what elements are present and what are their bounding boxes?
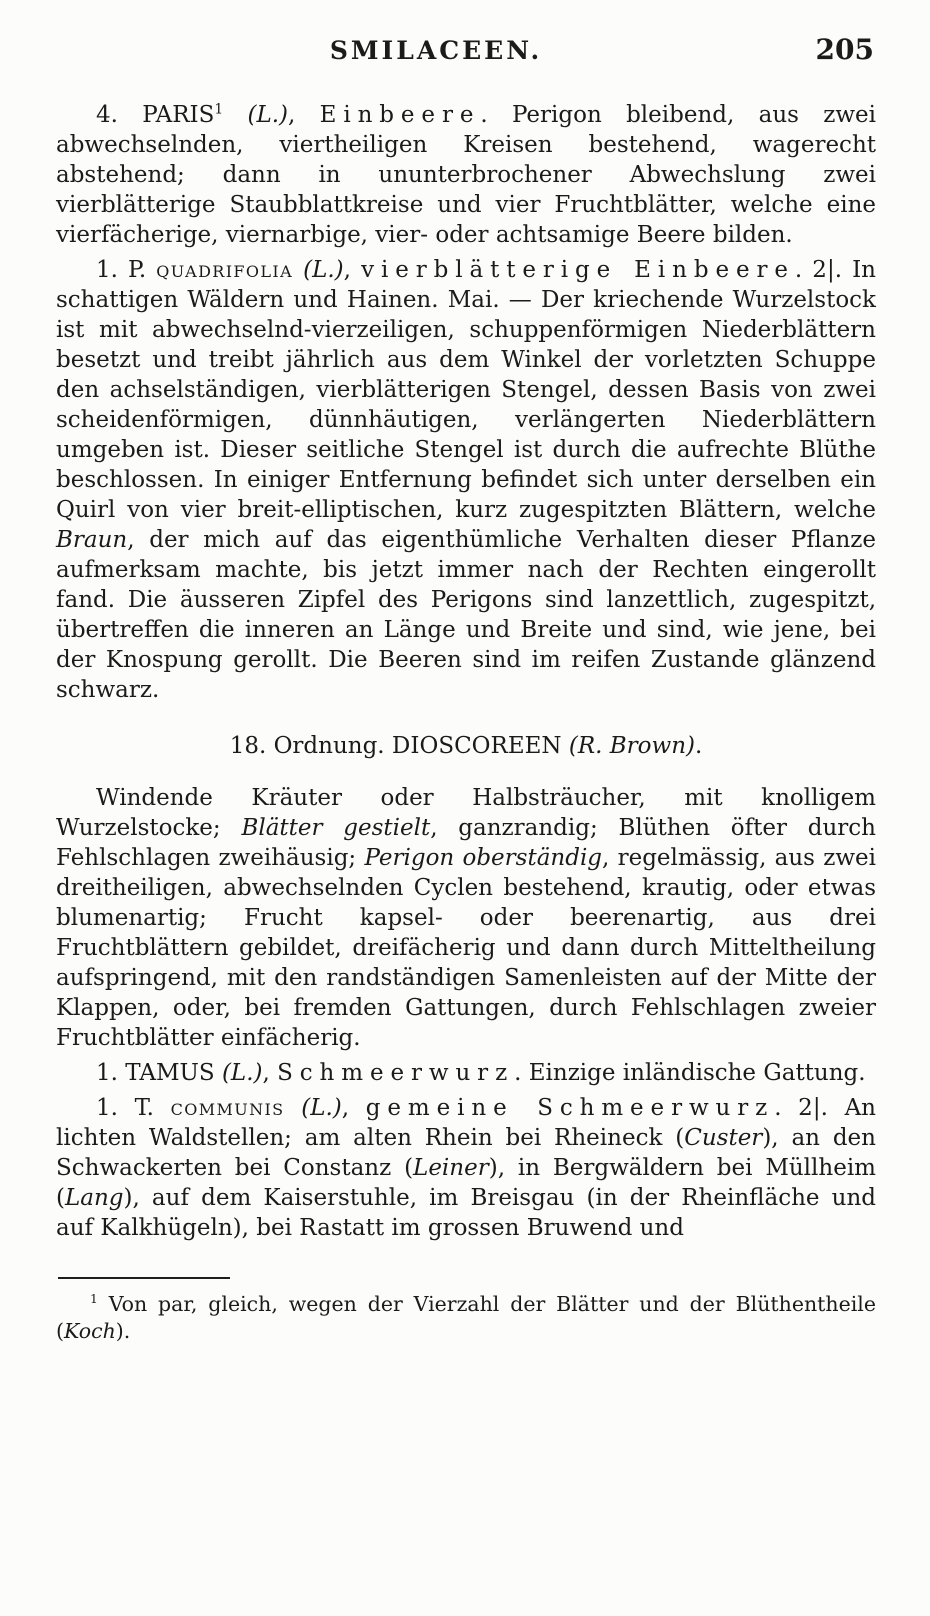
text-run: , ganzrandig; Blüthen öfter durch Fehlschlagen zweihäusig; xyxy=(56,815,876,871)
text-run xyxy=(285,1095,302,1121)
text-run: Leiner xyxy=(413,1155,489,1181)
page-blocks xyxy=(56,100,876,1243)
text-run: . xyxy=(695,733,703,759)
footnote xyxy=(56,1291,876,1345)
text-run: (L.) xyxy=(301,1095,342,1121)
text-run: Einbeere xyxy=(319,102,481,128)
text-run xyxy=(223,102,247,128)
section-heading xyxy=(56,731,876,761)
paragraph xyxy=(56,255,876,705)
text-run: Schmeerwurz xyxy=(277,1060,515,1086)
text-run: 1 xyxy=(214,101,224,118)
text-run: Von par, gleich, wegen der Vierzahl der Blätter und der Blüthentheile ( xyxy=(56,1292,876,1343)
text-run: quadrifolia xyxy=(156,257,294,283)
text-run: 1. T. xyxy=(96,1095,171,1121)
text-run: . Einzige inländische Gattung. xyxy=(514,1060,866,1086)
text-run: 1. TAMUS xyxy=(96,1060,222,1086)
text-run: 4. PARIS xyxy=(96,102,215,128)
text-run: ), in Bergwäldern bei Müllheim ( xyxy=(56,1155,876,1211)
text-run: vierblätterige Einbeere xyxy=(361,257,795,283)
text-run: Koch xyxy=(64,1319,116,1343)
text-run: (R. Brown) xyxy=(568,733,695,759)
text-run: Custer xyxy=(684,1125,763,1151)
text-run: gemeine Schmeerwurz xyxy=(365,1095,775,1121)
text-run: . Perigon bleibend, aus zwei abwechselnden, viertheiligen Kreisen bestehend, wagerecht abstehend; dann in ununterbrochener Abwechslung zwei vierblätterige Staubblattkreise und vier Fruchtblätter, welche eine vierfächerige, viernarbige, vier- oder achtsamige Beere bilden. xyxy=(56,102,877,248)
text-run: . 2|. In schattigen Wäldern und Hainen. Mai. — Der kriechende Wurzelstock ist mit abwechselnd-vierzeiligen, schuppenförmigen Niederblättern besetzt und treibt jährlich aus dem Winkel der vorletzten Schuppe den achselständigen, vierblätterigen Stengel, dessen Basis von zwei scheidenförmigen, dünnhäutigen, verlängerten Niederblättern umgeben ist. Dieser seitliche Stengel ist durch die aufrechte Blüthe beschlossen. In einiger Entfernung befindet sich unter derselben ein Quirl von vier breit-elliptischen, kurz zugespitzten Blättern, welche xyxy=(56,257,876,523)
footnote-rule xyxy=(58,1277,230,1279)
paragraph xyxy=(56,100,876,250)
paragraph xyxy=(56,783,876,1053)
text-run: ), auf dem Kaiserstuhle, im Breisgau (in der Rheinfläche und auf Kalkhügeln), bei Rastatt im grossen Bruwend und xyxy=(56,1185,876,1241)
text-run: (L.) xyxy=(303,257,344,283)
text-run: Lang xyxy=(64,1185,124,1211)
text-run: (L.) xyxy=(221,1060,263,1086)
text-run xyxy=(293,257,303,283)
page-number: 205 xyxy=(815,33,874,66)
text-run: ). xyxy=(115,1319,131,1343)
text-run: ), an den Schwackerten bei Constanz ( xyxy=(56,1125,876,1181)
text-run: 18. Ordnung. DIOSCOREEN xyxy=(229,733,569,759)
footnote-section xyxy=(56,1277,876,1345)
text-run: , xyxy=(343,257,362,283)
running-head xyxy=(56,33,876,78)
text-run: , xyxy=(262,1060,278,1086)
text-run: communis xyxy=(170,1095,285,1121)
text-run: Braun xyxy=(56,527,128,553)
text-run: 1 xyxy=(90,1292,98,1307)
text-run: (L.) xyxy=(247,102,289,128)
text-run: , regelmässig, aus zwei dreitheiligen, abwechselnden Cyclen bestehend, krautig, oder etwas blumenartig; Frucht kapsel- oder beerenartig, aus drei Fruchtblättern gebildet, dreifächerig und dann durch Mitteltheilung aufspringend, mit den randständigen Samenleisten auf der Mitte der Klappen, oder, bei fremden Gattungen, durch Fehlschlagen zweier Fruchtblätter einfächerig. xyxy=(56,845,876,1051)
text-run: Blätter gestielt xyxy=(241,815,431,841)
text-run: , xyxy=(288,102,320,128)
text-run: Windende Kräuter oder Halbsträucher, mit knolligem Wurzelstocke; xyxy=(56,785,876,841)
page-title: SMILACEEN. xyxy=(329,36,543,65)
text-run: , xyxy=(341,1095,366,1121)
paragraph xyxy=(56,1058,876,1088)
text-run: 1. P. xyxy=(96,257,157,283)
text-run: . 2|. An lichten Waldstellen; am alten Rhein bei Rheineck ( xyxy=(56,1095,876,1151)
text-run: Perigon oberständig xyxy=(364,845,603,871)
text-run: , der mich auf das eigenthümliche Verhalten dieser Pflanze aufmerksam machte, bis jetzt immer nach der Rechten eingerollt fand. Die äusseren Zipfel des Perigons sind lanzettlich, zugespitzt, übertreffen die inneren an Länge und Breite und sind, wie jene, bei der Knospung gerollt. Die Beeren sind im reifen Zustande glänzend schwarz. xyxy=(56,527,876,703)
paragraph xyxy=(56,1093,876,1243)
